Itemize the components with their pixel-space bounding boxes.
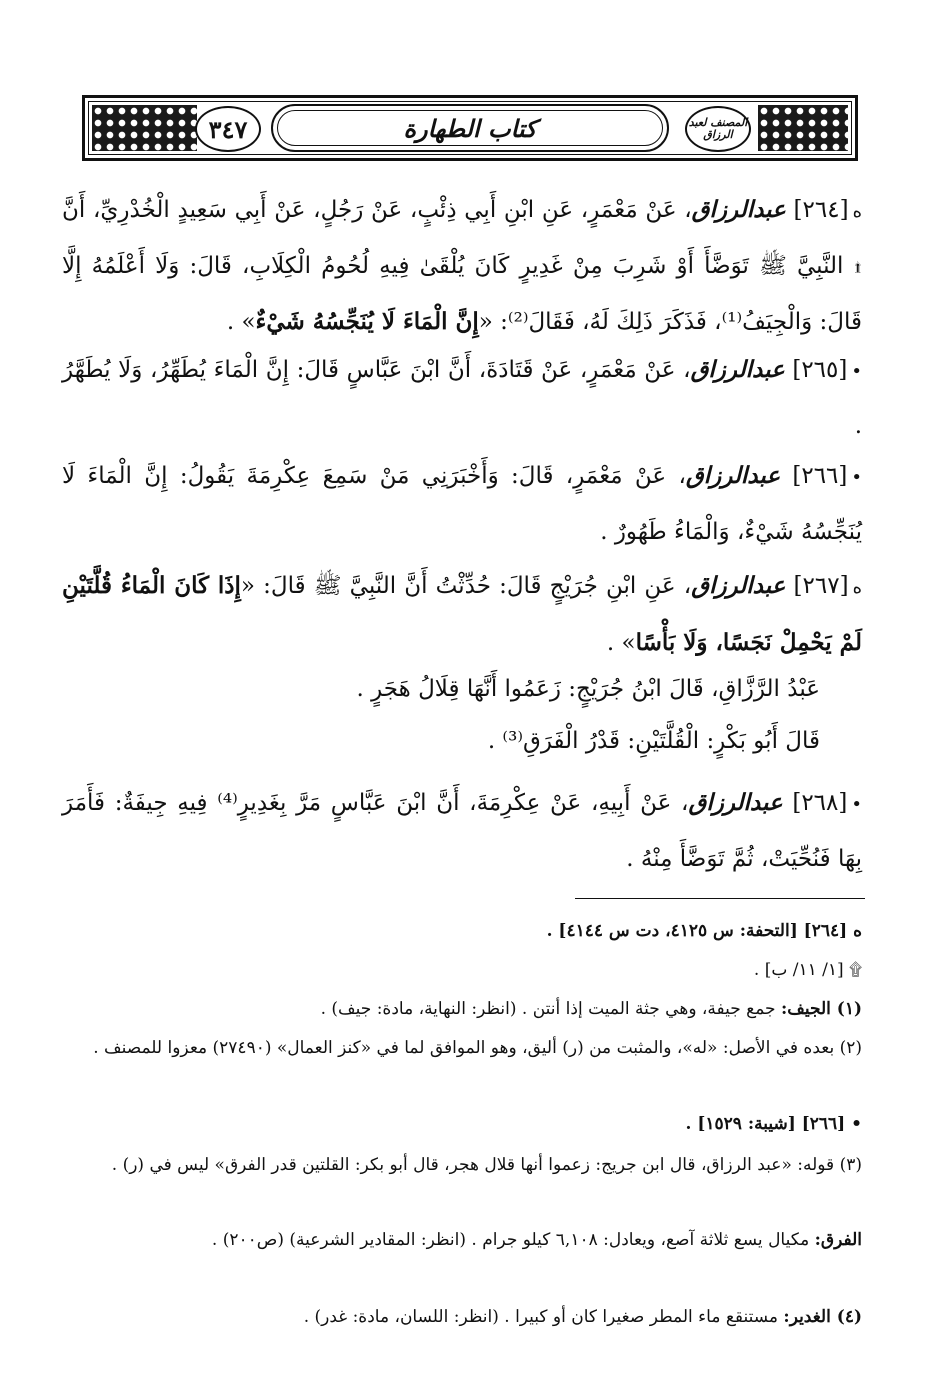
footnote-text: جمع جيفة، وهي جثة الميت إذا أنتن . (انظر: النهاية، مادة: جيف) .	[320, 999, 781, 1019]
footnote-label: الفرق:	[814, 1230, 862, 1250]
footnote-text: (٣) قوله: «عبد الرزاق، قال ابن جريج: زعموا أنها قلال هجر، قال أبو بكر: القلتين قدر الفرق» ليس في (ر) .	[111, 1155, 862, 1175]
footnote	[62, 955, 862, 985]
hadith-number: [٢٦٧]	[793, 573, 849, 599]
narrator-name: عبدالرزاق	[691, 572, 786, 599]
hadith-text: ، عَنْ مَعْمَرٍ، قَالَ: وَأَخْبَرَنِي مَنْ سَمِعَ عِكْرِمَةَ يَقُولُ: إِنَّ الْمَاءَ لَا يُنَجِّسُهُ شَيْءٌ، وَالْمَاءُ طَهُورٌ .	[62, 463, 862, 545]
hadith-266	[62, 448, 862, 560]
footnote	[62, 1109, 862, 1139]
hadith-marker: ه	[852, 577, 862, 598]
chapter-title: كتاب الطهارة	[403, 113, 537, 143]
hadith-number: [٢٦٨]	[792, 790, 848, 816]
footnote-text: (٢) بعده في الأصل: «له»، والمثبت من (ر) أليق، وهو الموافق لما في «كنز العمال» (٢٧٤٩٠) معزوا للمصنف .	[93, 1038, 862, 1058]
footnote-label: (٤) الغدير:	[783, 1307, 862, 1327]
hadith-marker: ه	[852, 201, 862, 222]
hadith-end: » .	[226, 309, 256, 335]
hadith-number: [٢٦٦]	[792, 463, 848, 489]
hadith-number: [٢٦٥]	[792, 357, 848, 383]
page-number: ٣٤٧	[208, 114, 248, 144]
footnote	[62, 916, 862, 946]
quote-line: قَالَ أَبُو بَكْرٍ: الْقُلَّتَيْنِ: قَدْرُ الْفَرَقِ⁽³⁾ .	[487, 728, 820, 754]
prophetic-saying: إِنَّ الْمَاءَ لَا يُنَجِّسُهُ شَيْءٌ	[255, 308, 479, 335]
footnote	[62, 1302, 862, 1332]
footnote-text: مستنقع ماء المطر صغيرا كان أو كبيرا . (انظر: اللسان، مادة: غدر) .	[303, 1307, 784, 1327]
footnote-text: مكيال يسع ثلاثة آصع، ويعادل: ٦,١٠٨ كيلو جرام . (انظر: المقادير الشرعية) (ص٢٠٠) .	[211, 1230, 815, 1250]
footnote	[62, 1033, 862, 1063]
hadith-text: ، عَنْ مَعْمَرٍ، عَنِ ابْنِ أَبِي ذِئْبٍ، عَنْ رَجُلٍ، عَنْ أَبِي سَعِيدٍ الْخُدْرِيِّ، أَنَّ ۩ النَّبِيَّ ﷺ تَوَضَّأَ أَوْ شَرِبَ مِنْ غَدِيرٍ كَانَ يُلْقَىٰ فِيهِ لُحُومُ الْكِلَابِ، قَالَ: وَلَا أَعْلَمُهُ إِلَّا قَالَ: وَالْجِيَفُ⁽¹⁾، فَذَكَرَ ذَلِكَ لَهُ، فَقَالَ⁽²⁾: «	[62, 197, 862, 335]
book-logo	[685, 106, 751, 152]
hadith-marker: •	[851, 794, 862, 815]
hadith-text: ، عَنْ مَعْمَرٍ، عَنْ قَتَادَةَ، أَنَّ ابْنَ عَبَّاسٍ قَالَ: إِنَّ الْمَاءَ يُطَهِّرُ، وَلَا يُطَهَّرُ .	[62, 357, 862, 439]
footnote	[62, 994, 862, 1024]
hadith-265	[62, 342, 862, 454]
prophetic-saying: إِذَا كَانَ الْمَاءُ قُلَّتَيْنِ لَمْ يَحْمِلْ نَجَسًا، وَلَا بَأْسًا	[62, 572, 862, 656]
footnote-separator	[575, 898, 865, 899]
hadith-264	[62, 182, 862, 350]
footnote-text: ۩ [١/ ١١/ ب] .	[753, 960, 862, 980]
hadith-marker: •	[851, 361, 862, 382]
hadith-number: [٢٦٤]	[793, 197, 849, 223]
hadith-end: » .	[606, 630, 636, 656]
title-cartouche	[271, 104, 669, 152]
page-number-medallion	[195, 106, 261, 152]
narrator-name: عبدالرزاق	[691, 196, 786, 223]
hadith-text: ، عَنِ ابْنِ جُرَيْجٍ قَالَ: حُدِّثْتُ أَنَّ النَّبِيَّ ﷺ قَالَ: «	[240, 573, 692, 599]
narrator-name: عبدالرزاق	[685, 462, 781, 489]
ornament-pattern-right	[758, 105, 848, 151]
ornament-pattern-left	[92, 105, 197, 151]
hadith-268	[62, 775, 862, 887]
hadith-text: ، عَنْ أَبِيهِ، عَنْ عِكْرِمَةَ، أَنَّ ابْنَ عَبَّاسٍ مَرَّ بِغَدِيرٍ⁽⁴⁾ فِيهِ جِيفَةٌ: فَأَمَرَ بِهَا فَنُحِّيَتْ، ثُمَّ تَوَضَّأَ مِنْهُ .	[62, 790, 862, 872]
footnote-label: ه [٢٦٤] [التحفة: س ٤١٢٥، دت س ٤١٤٤] .	[546, 921, 862, 941]
narrator-name: عبدالرزاق	[690, 356, 785, 383]
hadith-267	[62, 558, 862, 671]
footnote-label: • [٢٦٦] [شيبة: ١٥٢٩] .	[685, 1114, 862, 1134]
footnote	[62, 1150, 862, 1180]
footnote-label: (١) الجيف:	[780, 999, 862, 1019]
footnote	[62, 1225, 862, 1255]
narrator-name: عبدالرزاق	[688, 789, 783, 816]
page-header	[82, 95, 858, 161]
book-logo-text: المصنف لعبد الرزاق	[688, 116, 748, 141]
quote-line: عَبْدُ الرَّزَّاقِ، قَالَ ابْنُ جُرَيْجٍ: زَعَمُوا أَنَّهَا قِلَالُ هَجَرٍ .	[356, 676, 820, 702]
hadith-marker: •	[851, 467, 863, 488]
